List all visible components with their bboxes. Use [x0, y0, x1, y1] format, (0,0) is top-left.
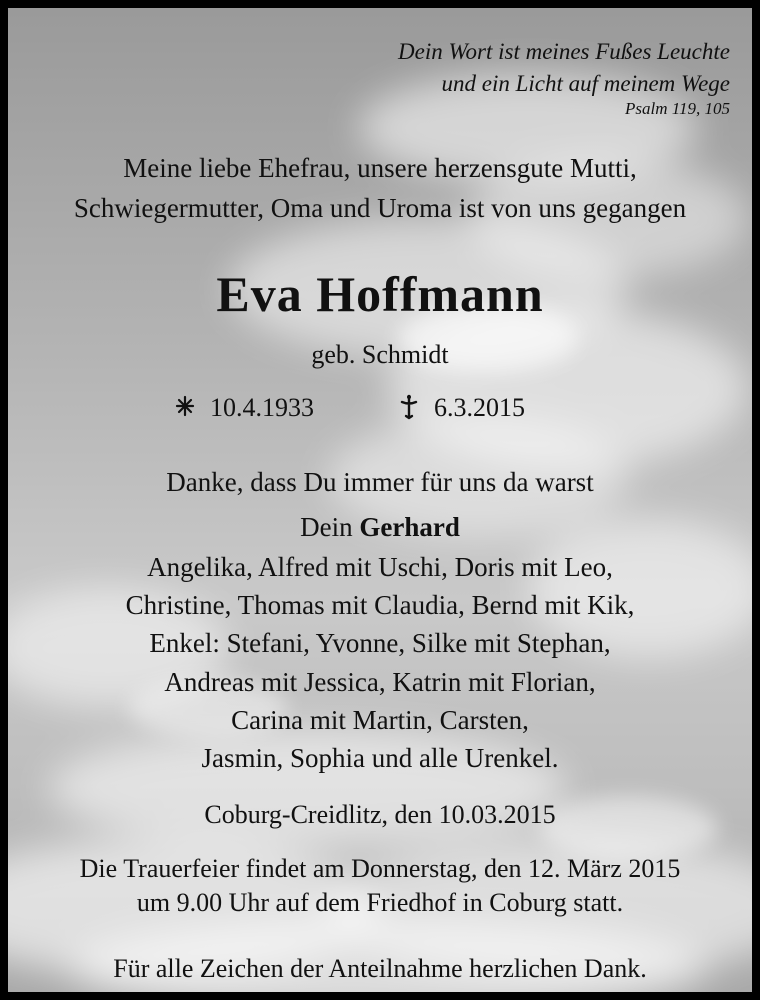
maiden-name: geb. Schmidt [311, 340, 449, 369]
quote-reference: Psalm 119, 105 [625, 99, 730, 118]
birth-date-group [174, 390, 314, 426]
deceased-name: Eva Hoffmann [216, 266, 544, 322]
service-line: um 9.00 Uhr auf dem Friedhof in Coburg statt. [136, 888, 624, 917]
family-line: Carina mit Martin, Carsten, [231, 704, 529, 735]
intro-line: Schwiegermutter, Oma und Uroma ist von uns gegangen [73, 193, 687, 223]
death-date-group [398, 390, 525, 426]
intro-line: Meine liebe Ehefrau, unsere herzensgute Mutti, [123, 153, 637, 183]
funeral-service-info [8, 852, 752, 920]
intro-text [8, 148, 752, 228]
life-dates [8, 390, 752, 426]
obituary-content [8, 8, 752, 992]
star-icon [174, 394, 196, 420]
bible-quote [398, 36, 730, 118]
closing-thanks: Für alle Zeichen der Anteilnahme herzlichen Dank. [113, 954, 647, 983]
family-line: Christine, Thomas mit Claudia, Bernd mit Kik, [125, 590, 635, 621]
quote-line: Dein Wort ist meines Fußes Leuchte [398, 39, 730, 64]
birth-date: 10.4.1933 [210, 393, 314, 422]
place-date: Coburg-Creidlitz, den 10.03.2015 [204, 800, 556, 829]
death-date: 6.3.2015 [434, 393, 525, 422]
thanks-text: Danke, dass Du immer für uns da warst [166, 467, 594, 497]
family-line: Jasmin, Sophia und alle Urenkel. [201, 743, 559, 774]
family-line: Angelika, Alfred mit Uschi, Doris mit Leo, [147, 552, 613, 582]
family-line: Enkel: Stefani, Yvonne, Silke mit Stephan, [149, 628, 611, 659]
cross-icon [398, 394, 420, 420]
signer-prefix: Dein [300, 512, 353, 542]
service-line: Die Trauerfeier findet am Donnerstag, den 12. März 2015 [79, 854, 681, 883]
family-list [8, 548, 752, 777]
quote-line: und ein Licht auf meinem Wege [441, 71, 730, 96]
family-line: Andreas mit Jessica, Katrin mit Florian, [164, 666, 596, 697]
signer-name: Gerhard [359, 512, 460, 542]
signer [8, 508, 752, 546]
